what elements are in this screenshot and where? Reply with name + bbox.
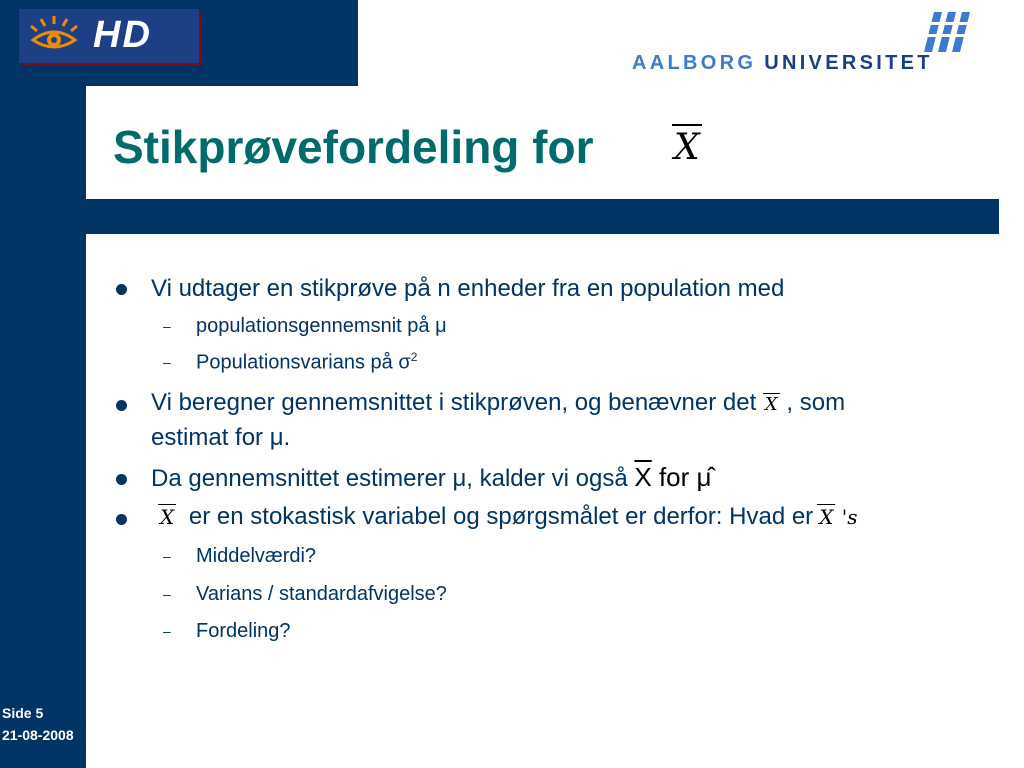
sub-bullet-dash: – — [163, 586, 171, 602]
bullet-dot — [116, 514, 127, 525]
bullet-dot — [116, 400, 127, 411]
sub-bullet-distribution: Fordeling? — [196, 620, 291, 642]
bullet-sample-mean-post: , som — [779, 389, 846, 416]
sub-bullet-dash: – — [163, 318, 171, 334]
footer-date: 21-08-2008 — [2, 727, 74, 743]
x-bar-symbol: X — [160, 505, 175, 529]
bullet-sample-intro: Vi udtager en stikprøve på n enheder fra en population med — [151, 275, 785, 302]
title-x-bar-symbol: X — [672, 124, 702, 170]
sub-bullet-population-mean: populationsgennemsnit på μ — [196, 315, 447, 337]
bullet-random-variable — [158, 500, 858, 534]
aau-word-universitet: UNIVERSITET — [764, 52, 933, 74]
bullet-estimator-pre: Da gennemsnittet estimerer μ, kalder vi også — [151, 465, 635, 492]
bullet-sample-mean-pre: Vi beregner gennemsnittet i stikprøven, og benævner det — [151, 389, 763, 416]
variance-superscript: 2 — [410, 350, 418, 364]
page-number: Side 5 — [2, 705, 44, 721]
sub-bullet-population-variance — [196, 350, 417, 375]
sub-bullet-variance-sd: Varians / standardafvigelse? — [196, 583, 447, 605]
bullet-sample-mean — [151, 386, 845, 422]
sub-bullet-mean: Middelværdi? — [196, 545, 317, 567]
hd-logo-text: HD — [93, 14, 152, 56]
bullet-random-variable-text: er en stokastisk variabel og spørgsmålet er derfor: Hvad er — [182, 503, 814, 530]
sub-bullet-dash: – — [163, 548, 171, 564]
bullet-sample-mean-line2: estimat for μ. — [151, 424, 291, 451]
x-bar-symbol: X — [764, 394, 778, 415]
bullet-estimator-post: for μ̂ — [651, 462, 712, 492]
sub-bullet-dash: – — [163, 354, 171, 370]
bullet-estimator — [151, 460, 712, 496]
bullet-dot — [116, 284, 127, 295]
possessive-suffix: 's — [835, 505, 858, 529]
variance-text: Populationsvarians på σ — [196, 351, 411, 374]
bullet-dot — [116, 474, 127, 485]
x-bar-symbol: X — [819, 505, 834, 529]
sub-bullet-dash: – — [163, 623, 171, 639]
x-bar-symbol: $\overline{X}$ — [634, 462, 652, 492]
aau-word-aalborg: AALBORG — [632, 52, 757, 74]
slide-title: Stikprøvefordeling for — [113, 121, 594, 173]
